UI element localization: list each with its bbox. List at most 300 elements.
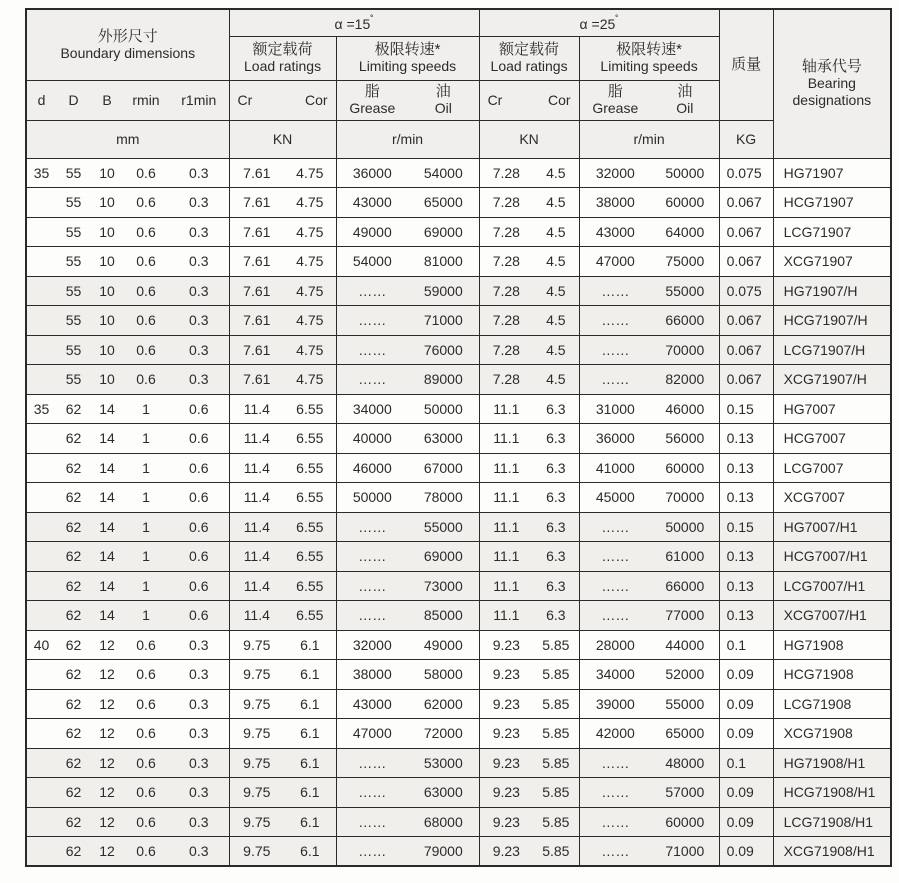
cell-D: 62 bbox=[65, 459, 82, 476]
cell-r_min: 0.6 bbox=[123, 807, 169, 837]
cell-cor25: 6.3 bbox=[546, 489, 566, 506]
cell-mass: 0.1 bbox=[719, 748, 773, 778]
cell-r1_min: 0.3 bbox=[169, 306, 229, 336]
cell-cr25: 11.1 bbox=[479, 424, 533, 454]
cell-cor15: 6.55 bbox=[284, 512, 336, 542]
cell-oil15: 69000 bbox=[408, 542, 479, 572]
cell-D: 62 bbox=[56, 807, 91, 837]
cell-grease25: 42000 bbox=[579, 719, 651, 749]
cell-D: 62 bbox=[65, 489, 82, 506]
unit-kn-25: KN bbox=[479, 120, 579, 158]
cell-grease25: 47000 bbox=[579, 247, 651, 277]
cell-B: 14 bbox=[99, 459, 115, 476]
cell-cor15: 4.75 bbox=[296, 223, 324, 240]
cell-B: 12 bbox=[91, 748, 123, 778]
cell-designation: HCG7007/H1 bbox=[773, 542, 891, 572]
cell-cr25: 7.28 bbox=[479, 247, 533, 277]
cell-grease25: …… bbox=[579, 778, 651, 808]
cell-grease15: …… bbox=[336, 276, 408, 306]
table-row bbox=[26, 424, 891, 454]
cell-cor15: 4.75 bbox=[284, 306, 336, 336]
cell-oil25: 55000 bbox=[665, 695, 705, 712]
cell-r1_min: 0.6 bbox=[189, 489, 209, 506]
cell-oil15: 50000 bbox=[423, 400, 463, 417]
cell-D: 55 bbox=[56, 365, 91, 395]
cell-cr25: 9.23 bbox=[479, 807, 533, 837]
cell-oil25: 75000 bbox=[665, 253, 705, 270]
col-head-grease-15: 脂 Grease bbox=[336, 80, 408, 120]
cell-designation: HCG71908 bbox=[773, 660, 891, 690]
cell-mass: 0.09 bbox=[719, 689, 773, 719]
cell-oil25: 48000 bbox=[651, 748, 719, 778]
table-row bbox=[26, 394, 891, 424]
cell-cr15: 11.4 bbox=[229, 571, 284, 601]
cell-oil25: 60000 bbox=[665, 194, 705, 211]
table-row bbox=[26, 542, 891, 572]
table-row bbox=[26, 247, 891, 277]
cell-designation: HCG7007 bbox=[773, 424, 891, 454]
cell-designation: HCG71908/H1 bbox=[773, 778, 891, 808]
unit-rpm-25: r/min bbox=[579, 120, 719, 158]
cell-r1_min: 0.6 bbox=[189, 400, 209, 417]
col-head-rmin: rmin bbox=[123, 80, 169, 120]
cell-cr25: 11.1 bbox=[479, 483, 533, 513]
cell-cr15: 9.75 bbox=[229, 689, 284, 719]
cell-cor15: 6.55 bbox=[284, 601, 336, 631]
cell-r_min: 1 bbox=[123, 601, 169, 631]
cell-D: 62 bbox=[56, 512, 91, 542]
cell-D: 62 bbox=[56, 748, 91, 778]
cell-oil15: 79000 bbox=[408, 837, 479, 867]
cell-cor25: 4.5 bbox=[533, 365, 579, 395]
cell-B: 12 bbox=[99, 725, 115, 742]
cell-oil25: 50000 bbox=[665, 164, 705, 181]
cell-designation: LCG71908 bbox=[773, 689, 891, 719]
cell-designation: HG71907 bbox=[773, 158, 891, 188]
cell-oil25: 66000 bbox=[651, 571, 719, 601]
degree-mark: ˚ bbox=[370, 15, 374, 27]
table-row bbox=[26, 453, 891, 483]
cell-cr25: 9.23 bbox=[479, 748, 533, 778]
cell-designation: XCG71907 bbox=[773, 247, 891, 277]
cell-D: 55 bbox=[65, 194, 82, 211]
cell-cr15: 11.4 bbox=[229, 542, 284, 572]
header-alpha-15: α =15˚ bbox=[229, 9, 479, 36]
cell-d bbox=[26, 335, 56, 365]
col-head-cr-15: Cr bbox=[229, 80, 284, 120]
cell-D: 55 bbox=[65, 253, 82, 270]
cell-cor15: 6.55 bbox=[296, 400, 324, 417]
cell-D: 62 bbox=[65, 725, 82, 742]
cell-cr15: 11.4 bbox=[229, 453, 284, 483]
cell-cor25: 6.3 bbox=[533, 542, 579, 572]
table-row bbox=[26, 630, 891, 660]
table-row bbox=[26, 778, 891, 808]
cell-oil25: 56000 bbox=[665, 430, 705, 447]
col-head-r1min: r1min bbox=[169, 80, 229, 120]
header-mass: 质量 bbox=[719, 9, 773, 120]
cell-cor15: 6.1 bbox=[284, 748, 336, 778]
cell-r1_min: 0.6 bbox=[189, 430, 209, 447]
cell-cor25: 5.85 bbox=[533, 837, 579, 867]
cell-D: 62 bbox=[56, 571, 91, 601]
cell-cor25: 4.5 bbox=[546, 194, 566, 211]
cell-D: 55 bbox=[56, 335, 91, 365]
cell-grease25: …… bbox=[579, 276, 651, 306]
col-head-cor-25: Cor bbox=[533, 80, 579, 120]
table-row bbox=[26, 483, 891, 513]
cell-cor25: 4.5 bbox=[546, 253, 566, 270]
unit-kg: KG bbox=[719, 120, 773, 158]
cell-grease25: 36000 bbox=[579, 424, 651, 454]
cell-oil15: 59000 bbox=[408, 276, 479, 306]
cell-cr15: 7.61 bbox=[229, 217, 284, 247]
cell-grease15: …… bbox=[336, 512, 408, 542]
cell-cr25: 11.1 bbox=[479, 571, 533, 601]
cell-D: 55 bbox=[56, 306, 91, 336]
cell-r1_min: 0.3 bbox=[189, 666, 209, 683]
unit-kn-15: KN bbox=[229, 120, 336, 158]
cell-d bbox=[26, 247, 56, 277]
cell-cr25: 7.28 bbox=[479, 188, 533, 218]
cell-B: 10 bbox=[99, 164, 115, 181]
cell-r1_min: 0.3 bbox=[189, 194, 209, 211]
cell-grease15: …… bbox=[336, 335, 408, 365]
cell-oil15: 63000 bbox=[423, 430, 463, 447]
cell-B: 10 bbox=[91, 306, 123, 336]
cell-r1_min: 0.3 bbox=[169, 778, 229, 808]
cell-d: 35 bbox=[33, 164, 50, 181]
cell-r1_min: 0.3 bbox=[169, 807, 229, 837]
cell-mass: 0.067 bbox=[719, 306, 773, 336]
cell-designation: LCG7007/H1 bbox=[773, 571, 891, 601]
cell-designation: HG71908/H1 bbox=[773, 748, 891, 778]
cell-oil25: 50000 bbox=[651, 512, 719, 542]
cell-mass: 0.09 bbox=[719, 778, 773, 808]
cell-cr15: 7.61 bbox=[229, 247, 284, 277]
col-head-d: d bbox=[26, 80, 56, 120]
cell-D: 62 bbox=[56, 601, 91, 631]
table-row bbox=[26, 837, 891, 867]
cell-r_min: 1 bbox=[142, 430, 150, 447]
cell-grease15: 50000 bbox=[336, 483, 408, 513]
cell-cr25: 11.1 bbox=[479, 601, 533, 631]
cell-r1_min: 0.3 bbox=[189, 253, 209, 270]
cell-designation: XCG7007 bbox=[773, 483, 891, 513]
cell-cr25: 7.28 bbox=[479, 158, 533, 188]
cell-r1_min: 0.3 bbox=[169, 276, 229, 306]
cell-r_min: 0.6 bbox=[136, 194, 156, 211]
cell-d bbox=[26, 453, 56, 483]
cell-oil25: 64000 bbox=[665, 223, 705, 240]
cell-grease25: …… bbox=[579, 807, 651, 837]
cell-d bbox=[26, 837, 56, 867]
cell-mass: 0.13 bbox=[719, 483, 773, 513]
cell-cr25: 9.23 bbox=[479, 660, 533, 690]
cell-grease25: 28000 bbox=[579, 630, 651, 660]
cell-cor15: 6.55 bbox=[296, 459, 324, 476]
cell-cor25: 6.3 bbox=[533, 571, 579, 601]
cell-oil25: 70000 bbox=[651, 335, 719, 365]
unit-rpm-15: r/min bbox=[336, 120, 479, 158]
cell-cor25: 4.5 bbox=[533, 306, 579, 336]
catalog-page bbox=[0, 8, 899, 883]
cell-B: 14 bbox=[91, 512, 123, 542]
cell-oil25: 46000 bbox=[665, 400, 705, 417]
cell-r1_min: 0.3 bbox=[169, 365, 229, 395]
cell-cr25: 9.23 bbox=[479, 778, 533, 808]
cell-cor15: 6.1 bbox=[300, 666, 320, 683]
header-limiting-speeds-15: 极限转速* Limiting speeds bbox=[336, 36, 479, 80]
cell-designation: HG71908 bbox=[773, 630, 891, 660]
cell-oil25: 55000 bbox=[651, 276, 719, 306]
cell-r_min: 0.6 bbox=[136, 223, 156, 240]
table-row bbox=[26, 306, 891, 336]
cell-designation: HCG71907 bbox=[773, 188, 891, 218]
cell-mass: 0.09 bbox=[719, 660, 773, 690]
cell-grease25: …… bbox=[579, 601, 651, 631]
cell-B: 10 bbox=[99, 253, 115, 270]
cell-cor15: 6.55 bbox=[284, 542, 336, 572]
header-bearing-designations bbox=[773, 9, 891, 158]
cell-d bbox=[26, 689, 56, 719]
cell-cr15: 9.75 bbox=[229, 660, 284, 690]
cell-cr25: 11.1 bbox=[479, 542, 533, 572]
header-limiting-speeds-25: 极限转速* Limiting speeds bbox=[579, 36, 719, 80]
cell-cor15: 6.1 bbox=[284, 837, 336, 867]
col-head-grease-25: 脂 Grease bbox=[579, 80, 651, 120]
cell-grease15: 38000 bbox=[336, 660, 408, 690]
cell-cr25: 9.23 bbox=[479, 719, 533, 749]
cell-cor25: 4.5 bbox=[546, 164, 566, 181]
cell-oil25: 60000 bbox=[665, 459, 705, 476]
cell-mass: 0.15 bbox=[719, 512, 773, 542]
cell-cr25: 7.28 bbox=[479, 276, 533, 306]
cell-d bbox=[26, 217, 56, 247]
cell-designation: LCG7007 bbox=[773, 453, 891, 483]
cell-B: 10 bbox=[91, 276, 123, 306]
cell-d bbox=[26, 807, 56, 837]
cell-oil25: 66000 bbox=[651, 306, 719, 336]
cell-grease15: …… bbox=[336, 748, 408, 778]
table-row bbox=[26, 571, 891, 601]
cell-cr15: 11.4 bbox=[229, 424, 284, 454]
cell-grease15: 34000 bbox=[336, 394, 408, 424]
cell-grease25: 38000 bbox=[579, 188, 651, 218]
cell-oil15: 78000 bbox=[423, 489, 463, 506]
cell-mass: 0.075 bbox=[719, 276, 773, 306]
cell-oil15: 81000 bbox=[423, 253, 463, 270]
header-alpha-25: α =25˚ bbox=[479, 9, 719, 36]
cell-grease15: …… bbox=[336, 571, 408, 601]
cell-mass: 0.067 bbox=[719, 247, 773, 277]
cell-cr15: 9.75 bbox=[229, 719, 284, 749]
cell-cr15: 9.75 bbox=[229, 748, 284, 778]
cell-d bbox=[26, 276, 56, 306]
cell-cor25: 5.85 bbox=[542, 666, 570, 683]
cell-grease15: …… bbox=[336, 365, 408, 395]
cell-D: 55 bbox=[65, 164, 82, 181]
bearing-spec-table bbox=[25, 8, 892, 867]
cell-mass: 0.1 bbox=[719, 630, 773, 660]
cell-cr15: 9.75 bbox=[229, 807, 284, 837]
cell-D: 62 bbox=[65, 666, 82, 683]
cell-cor25: 5.85 bbox=[542, 695, 570, 712]
cell-grease15: 43000 bbox=[336, 689, 408, 719]
cell-r_min: 1 bbox=[142, 459, 150, 476]
cell-grease15: 54000 bbox=[336, 247, 408, 277]
cell-oil15: 53000 bbox=[408, 748, 479, 778]
cell-B: 12 bbox=[99, 636, 115, 653]
cell-grease25: …… bbox=[579, 512, 651, 542]
cell-oil25: 44000 bbox=[665, 636, 705, 653]
cell-grease15: 46000 bbox=[336, 453, 408, 483]
cell-cor25: 6.3 bbox=[546, 430, 566, 447]
cell-grease25: 34000 bbox=[579, 660, 651, 690]
cell-oil15: 55000 bbox=[408, 512, 479, 542]
cell-grease15: 36000 bbox=[336, 158, 408, 188]
cell-mass: 0.067 bbox=[719, 335, 773, 365]
cell-mass: 0.075 bbox=[719, 158, 773, 188]
cell-oil25: 57000 bbox=[651, 778, 719, 808]
cell-mass: 0.09 bbox=[719, 837, 773, 867]
cell-oil15: 62000 bbox=[423, 695, 463, 712]
cell-cor15: 6.1 bbox=[300, 695, 320, 712]
header-load-ratings-25: 额定载荷 Load ratings bbox=[479, 36, 579, 80]
cell-cor25: 5.85 bbox=[542, 725, 570, 742]
cell-mass: 0.067 bbox=[719, 365, 773, 395]
cell-cr15: 7.61 bbox=[229, 306, 284, 336]
cell-r_min: 0.6 bbox=[123, 335, 169, 365]
cell-designation: XCG71907/H bbox=[773, 365, 891, 395]
cell-grease25: …… bbox=[579, 571, 651, 601]
cell-oil15: 65000 bbox=[423, 194, 463, 211]
cell-r_min: 0.6 bbox=[136, 666, 156, 683]
cell-D: 55 bbox=[56, 276, 91, 306]
cell-r_min: 0.6 bbox=[123, 306, 169, 336]
cell-grease25: 39000 bbox=[579, 689, 651, 719]
cell-cr25: 11.1 bbox=[479, 394, 533, 424]
cell-oil25: 82000 bbox=[651, 365, 719, 395]
header-load-ratings-15: 额定载荷 Load ratings bbox=[229, 36, 336, 80]
cell-oil25: 65000 bbox=[665, 725, 705, 742]
cell-d bbox=[26, 601, 56, 631]
cell-cor25: 4.5 bbox=[533, 335, 579, 365]
cell-cor25: 6.3 bbox=[546, 400, 566, 417]
cell-mass: 0.067 bbox=[719, 188, 773, 218]
cell-d bbox=[26, 660, 56, 690]
cell-grease25: 32000 bbox=[579, 158, 651, 188]
cell-r_min: 0.6 bbox=[123, 837, 169, 867]
cell-cor25: 5.85 bbox=[533, 807, 579, 837]
cell-designation: HG71907/H bbox=[773, 276, 891, 306]
cell-B: 10 bbox=[99, 223, 115, 240]
cell-oil25: 60000 bbox=[651, 807, 719, 837]
cell-designation: LCG71907/H bbox=[773, 335, 891, 365]
cell-oil15: 58000 bbox=[423, 666, 463, 683]
cell-B: 14 bbox=[99, 489, 115, 506]
cell-B: 12 bbox=[91, 837, 123, 867]
cell-oil15: 63000 bbox=[408, 778, 479, 808]
cell-mass: 0.13 bbox=[719, 601, 773, 631]
cell-r_min: 1 bbox=[142, 489, 150, 506]
cell-cor15: 4.75 bbox=[296, 253, 324, 270]
cell-r_min: 1 bbox=[123, 542, 169, 572]
cell-r_min: 0.6 bbox=[136, 636, 156, 653]
cell-oil25: 61000 bbox=[651, 542, 719, 572]
cell-cr25: 7.28 bbox=[479, 335, 533, 365]
cell-oil15: 72000 bbox=[423, 725, 463, 742]
cell-cr15: 7.61 bbox=[229, 188, 284, 218]
cell-mass: 0.13 bbox=[719, 424, 773, 454]
cell-r1_min: 0.3 bbox=[189, 636, 209, 653]
cell-cor25: 6.3 bbox=[546, 459, 566, 476]
cell-grease25: …… bbox=[579, 335, 651, 365]
cell-r1_min: 0.6 bbox=[189, 459, 209, 476]
cell-cr15: 9.75 bbox=[229, 630, 284, 660]
cell-cor25: 4.5 bbox=[533, 276, 579, 306]
header-boundary-en: Boundary dimensions bbox=[60, 44, 196, 61]
col-head-B: B bbox=[91, 80, 123, 120]
cell-grease15: …… bbox=[336, 807, 408, 837]
cell-mass: 0.09 bbox=[719, 807, 773, 837]
table-row bbox=[26, 217, 891, 247]
cell-designation: LCG71907 bbox=[773, 217, 891, 247]
cell-cr15: 11.4 bbox=[229, 394, 284, 424]
cell-cor15: 6.1 bbox=[300, 636, 320, 653]
cell-cr25: 11.1 bbox=[479, 512, 533, 542]
cell-cr15: 11.4 bbox=[229, 483, 284, 513]
cell-oil25: 52000 bbox=[665, 666, 705, 683]
col-head-cr-25: Cr bbox=[479, 80, 533, 120]
cell-cor15: 4.75 bbox=[296, 194, 324, 211]
cell-grease15: 40000 bbox=[336, 424, 408, 454]
cell-grease25: 43000 bbox=[579, 217, 651, 247]
table-row bbox=[26, 660, 891, 690]
cell-cor15: 4.75 bbox=[284, 335, 336, 365]
cell-r_min: 0.6 bbox=[136, 253, 156, 270]
cell-designation: HG7007 bbox=[773, 394, 891, 424]
cell-cor25: 6.3 bbox=[533, 601, 579, 631]
cell-d bbox=[26, 778, 56, 808]
table-row bbox=[26, 719, 891, 749]
cell-designation: HG7007/H1 bbox=[773, 512, 891, 542]
table-row bbox=[26, 158, 891, 188]
cell-r_min: 0.6 bbox=[123, 276, 169, 306]
cell-D: 62 bbox=[65, 430, 82, 447]
cell-d bbox=[26, 365, 56, 395]
cell-r1_min: 0.6 bbox=[169, 571, 229, 601]
cell-D: 62 bbox=[65, 400, 82, 417]
cell-grease15: …… bbox=[336, 306, 408, 336]
cell-r_min: 1 bbox=[123, 571, 169, 601]
cell-cor25: 5.85 bbox=[533, 748, 579, 778]
unit-mm: mm bbox=[26, 120, 229, 158]
cell-cr25: 9.23 bbox=[479, 630, 533, 660]
table-row bbox=[26, 188, 891, 218]
cell-oil15: 67000 bbox=[423, 459, 463, 476]
cell-mass: 0.09 bbox=[719, 719, 773, 749]
table-body bbox=[26, 158, 891, 866]
cell-D: 62 bbox=[56, 778, 91, 808]
cell-oil25: 70000 bbox=[665, 489, 705, 506]
cell-D: 62 bbox=[56, 837, 91, 867]
cell-cor15: 6.55 bbox=[284, 571, 336, 601]
cell-r1_min: 0.6 bbox=[169, 542, 229, 572]
cell-oil15: 89000 bbox=[408, 365, 479, 395]
cell-cr15: 11.4 bbox=[229, 512, 284, 542]
cell-cr25: 7.28 bbox=[479, 306, 533, 336]
